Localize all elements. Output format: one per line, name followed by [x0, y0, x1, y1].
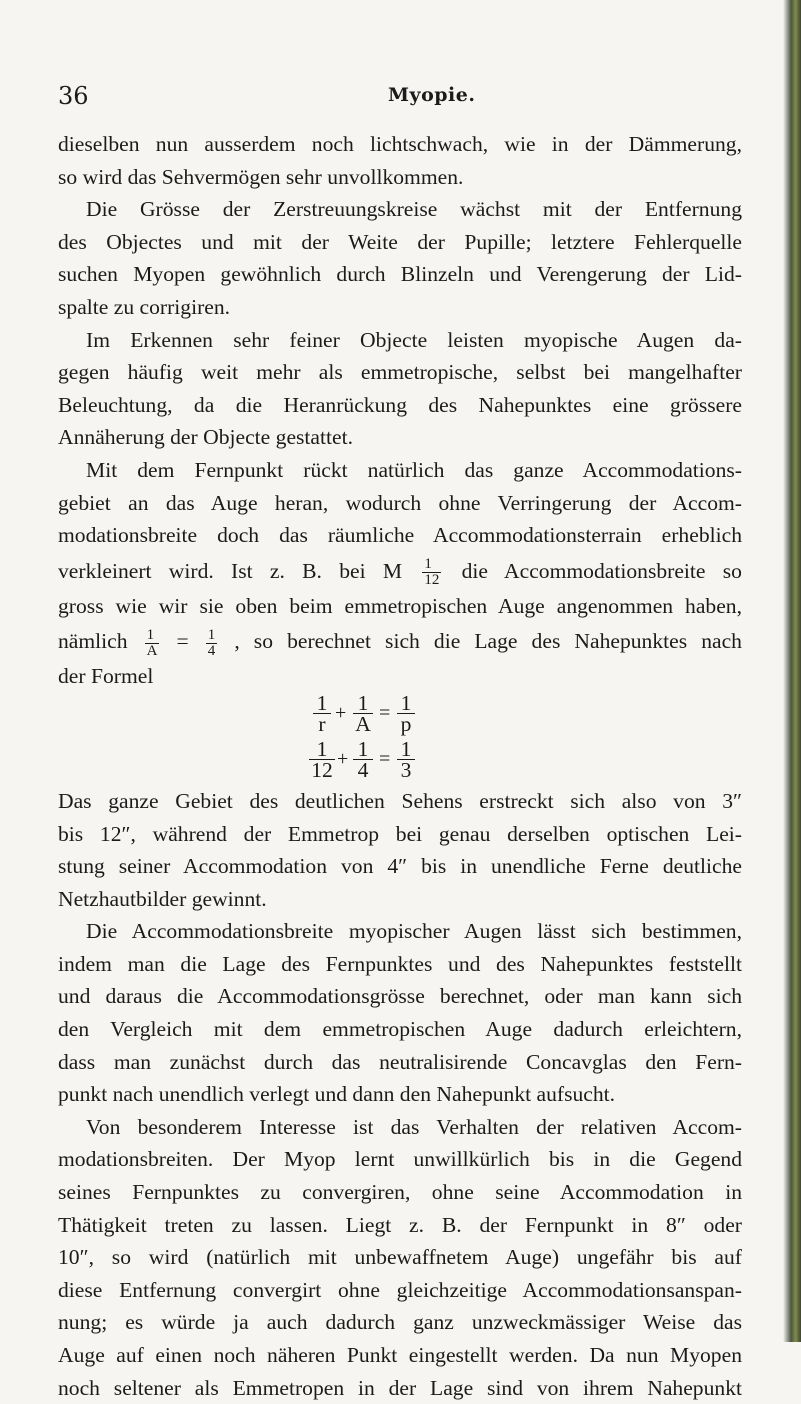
inline-fraction: [206, 628, 218, 659]
equals-sign: =: [379, 701, 391, 724]
fraction-denominator: A: [146, 642, 158, 659]
fraction-numerator: 1: [207, 626, 216, 643]
text-line: dieselben nun ausserdem noch lichtschwach, wie in der Dämmerung,: [58, 132, 742, 156]
text-line: Die Accommodationsbreite myopischer Augen lässt sich bestimmen,: [86, 919, 742, 944]
text-line: gegen häufig weit mehr als emmetropische, selbst bei mangelhafter: [58, 360, 742, 385]
equals-sign: =: [379, 747, 391, 770]
text-line: Auge auf einen noch näheren Punkt eingestellt werden. Da nun Myopen: [58, 1343, 742, 1367]
text-line: so wird das Sehvermögen sehr unvollkommen.: [58, 164, 464, 189]
equals-sign: =: [176, 629, 189, 654]
text-line: der Formel: [58, 664, 154, 689]
formula-term: 1 p: [397, 693, 415, 734]
text-line: Das ganze Gebiet des deutlichen Sehens erstreckt sich also von 3″: [58, 788, 742, 813]
plus-sign: +: [337, 747, 349, 770]
fraction-numerator: 1: [422, 557, 441, 573]
text-line: gebiet an das Auge heran, wodurch ohne Verringerung der Accom-: [58, 490, 742, 515]
text-line-with-fractions: [58, 622, 742, 660]
text-line: bis 12″, während der Emmetrop bei genau derselben optischen Lei-: [58, 821, 742, 846]
text-line: seines Fernpunktes zu convergiren, ohne seine Accommodation in: [58, 1180, 742, 1205]
text-line: suchen Myopen gewöhnlich durch Blinzeln und Verengerung der Lid-: [58, 262, 742, 287]
text-line: Netzhautbilder gewinnt.: [58, 886, 267, 911]
text-line: indem man die Lage des Fernpunktes und des Nahepunktes feststellt: [58, 951, 742, 976]
formula-term: 1 A: [353, 693, 373, 734]
text-line: 10″, so wird (natürlich mit unbewaffnetem Auge) ungefähr bis auf: [58, 1245, 742, 1270]
text-line: Im Erkennen sehr feiner Objecte leisten myopische Augen da-: [86, 327, 742, 352]
text-line: des Objectes und mit der Weite der Pupille; letztere Fehlerquelle: [58, 229, 742, 254]
text-line: und daraus die Accommodationsgrösse berechnet, oder man kann sich: [58, 984, 742, 1009]
text-line: noch seltener als Emmetropen in der Lage sind von ihrem Nahepunkt: [58, 1375, 742, 1400]
text-line: dass man zunächst durch das neutralisirende Concavglas den Fern-: [58, 1049, 742, 1074]
text-line-with-fraction: [58, 552, 742, 590]
running-head: [58, 82, 738, 112]
body-text: [58, 128, 742, 1404]
fraction-denominator: 4: [207, 642, 216, 659]
text-line: punkt nach unendlich verlegt und dann den Nahepunkt aufsucht.: [58, 1082, 616, 1107]
text-line: gross wie wir sie oben beim emmetropischen Auge angenommen haben,: [58, 593, 742, 618]
text-line: Thätigkeit treten zu lassen. Liegt z. B. der Fernpunkt in 8″ oder: [58, 1212, 742, 1237]
text-line: nung; es würde ja auch dadurch ganz unzweckmässiger Weise das: [58, 1310, 742, 1335]
text-line: Annäherung der Objecte gestattet.: [58, 425, 353, 450]
inline-fraction: [422, 557, 441, 588]
page-edge-shadow: [783, 0, 801, 1342]
text-line: diese Entfernung convergirt ohne gleichzeitige Accommodationsanspan-: [58, 1277, 742, 1302]
formula-block: [311, 690, 513, 785]
formula-term: 1 r: [313, 693, 331, 734]
text-line: spalte zu corrigiren.: [58, 294, 231, 319]
text-segment: nämlich: [58, 629, 128, 654]
plus-sign: +: [335, 701, 347, 724]
formula-term: 1 12: [309, 739, 335, 780]
text-segment: , so berechnet sich die Lage des Nahepunktes nach: [234, 629, 742, 654]
running-title: Myopie.: [388, 84, 476, 106]
inline-fraction: [145, 628, 160, 659]
text-line: Die Grösse der Zerstreuungskreise wächst mit der Entfernung: [86, 197, 742, 222]
formula-term: 1 4: [353, 739, 373, 780]
page-number: 36: [58, 82, 89, 110]
text-line: Beleuchtung, da die Heranrückung des Nahepunktes eine grössere: [58, 392, 742, 417]
formula-row: [311, 736, 513, 782]
formula-term: 1 3: [397, 739, 415, 780]
text-line: Von besonderem Interesse ist das Verhalten der relativen Accom-: [86, 1114, 742, 1139]
fraction-denominator: 12: [424, 572, 440, 589]
text-line: modationsbreiten. Der Myop lernt unwillkürlich bis in die Gegend: [58, 1147, 742, 1172]
text-line: den Vergleich mit dem emmetropischen Auge dadurch erleichtern,: [58, 1017, 742, 1042]
text-line: Mit dem Fernpunkt rückt natürlich das ganze Accommodations-: [86, 457, 742, 482]
formula-row: [313, 690, 513, 736]
text-line: stung seiner Accommodation von 4″ bis in unendliche Ferne deutliche: [58, 854, 742, 879]
text-segment: verkleinert wird. Ist z. B. bei M: [58, 558, 403, 583]
text-segment: die Accommodationsbreite so: [461, 558, 742, 583]
fraction-numerator: 1: [145, 628, 160, 644]
text-line: modationsbreite doch das räumliche Accommodationsterrain erheblich: [58, 523, 742, 548]
